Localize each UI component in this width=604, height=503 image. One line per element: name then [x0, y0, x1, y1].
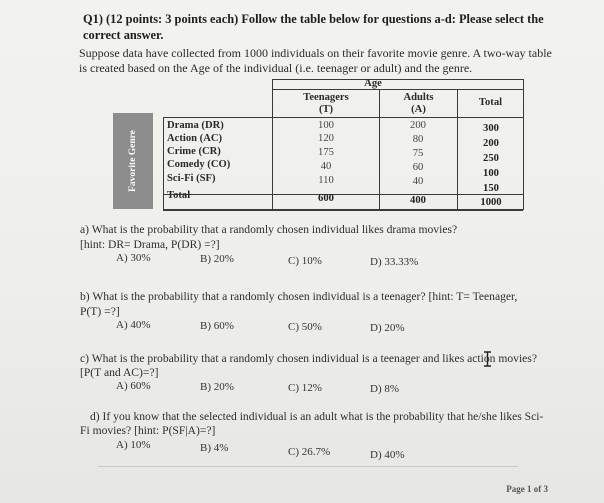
intro-text-cont: is created based on the Age of the individual (i.e. teenager or adult) and the genre. — [79, 61, 473, 75]
cell-total-adult: 400 — [410, 195, 426, 206]
question-a-text: a) What is the probability that a randomly chosen individual likes drama movies? — [80, 223, 458, 236]
question-b-option[interactable]: D) 20% — [370, 322, 405, 334]
question-b-option[interactable]: B) 60% — [200, 320, 234, 332]
text-cursor-icon — [483, 351, 492, 367]
question-title-cont: correct answer. — [83, 28, 164, 42]
cell-drama-teen: 100 — [318, 120, 334, 131]
row-label-crime: Crime (CR) — [167, 146, 221, 157]
question-b-text: b) What is the probability that a randomly chosen individual is a teenager? [hint: T= Teenager, — [80, 290, 518, 303]
question-b-hint: P(T) =?] — [80, 305, 120, 318]
question-c-option[interactable]: B) 20% — [200, 381, 234, 393]
favorite-genre-label: Favorite Genre — [113, 113, 153, 209]
cell-comedy-total: 100 — [483, 168, 499, 179]
age-header: Age — [364, 78, 382, 89]
cell-comedy-teen: 40 — [320, 161, 332, 172]
question-d-option[interactable]: C) 26.7% — [288, 446, 331, 458]
question-a-option[interactable]: B) 20% — [200, 253, 234, 265]
cell-scifi-teen: 110 — [318, 175, 334, 186]
question-c-option[interactable]: A) 60% — [116, 380, 151, 392]
question-d-option[interactable]: D) 40% — [370, 449, 405, 461]
col-total: Total — [478, 97, 503, 108]
cell-drama-adult: 200 — [410, 120, 426, 131]
question-d-option[interactable]: B) 4% — [200, 442, 229, 454]
row-label-action: Action (AC) — [167, 133, 223, 144]
question-a-option[interactable]: C) 10% — [288, 255, 322, 267]
intro-text: Suppose data have collected from 1000 individuals on their favorite movie genre. A two-way table — [79, 46, 552, 60]
question-a-option[interactable]: A) 30% — [116, 252, 151, 264]
footer-divider — [98, 466, 518, 467]
question-a-hint: [hint: DR= Drama, P(DR) =?] — [80, 238, 220, 251]
cell-crime-teen: 175 — [318, 147, 334, 158]
cell-action-teen: 120 — [318, 133, 334, 144]
row-label-scifi: Sci-Fi (SF) — [167, 173, 216, 184]
row-label-comedy: Comedy (CO) — [167, 159, 231, 170]
page-number: Page 1 of 3 — [506, 484, 548, 494]
question-c-text: c) What is the probability that a randomly chosen individual is a teenager and likes action movies? — [80, 352, 537, 365]
question-b-option[interactable]: A) 40% — [116, 319, 151, 331]
col-adults-abbr: (A) — [411, 104, 426, 115]
cell-crime-adult: 75 — [412, 148, 424, 159]
cell-scifi-adult: 40 — [412, 176, 424, 187]
question-c-option[interactable]: D) 8% — [370, 383, 400, 395]
cell-total-teen: 600 — [318, 193, 334, 204]
question-d-hint: Fi movies? [hint: P(SF|A)=?] — [80, 424, 216, 437]
cell-crime-total: 250 — [483, 153, 499, 164]
question-c-hint: [P(T and AC)=?] — [80, 366, 159, 379]
question-c-option[interactable]: C) 12% — [288, 382, 322, 394]
row-label-total: Total — [167, 190, 191, 201]
cell-action-adult: 80 — [412, 134, 424, 145]
question-title: Q1) (12 points: 3 points each) Follow the table below for questions a-d: Please select the — [83, 12, 544, 26]
question-b-option[interactable]: C) 50% — [288, 321, 322, 333]
cell-total-total: 1000 — [480, 197, 502, 208]
two-way-table — [113, 79, 523, 211]
question-d-option[interactable]: A) 10% — [116, 439, 151, 451]
question-d-text: d) If you know that the selected individual is an adult what is the probability that he/she likes Sci- — [90, 410, 544, 423]
cell-scifi-total: 150 — [483, 183, 499, 194]
col-teenagers-abbr: (T) — [318, 104, 334, 115]
cell-drama-total: 300 — [483, 123, 499, 134]
question-a-option[interactable]: D) 33.33% — [370, 256, 419, 268]
col-adults: Adults — [403, 92, 434, 103]
cell-comedy-adult: 60 — [412, 162, 424, 173]
cell-action-total: 200 — [483, 138, 499, 149]
row-label-drama: Drama (DR) — [167, 120, 224, 131]
col-teenagers: Teenagers — [303, 92, 349, 103]
